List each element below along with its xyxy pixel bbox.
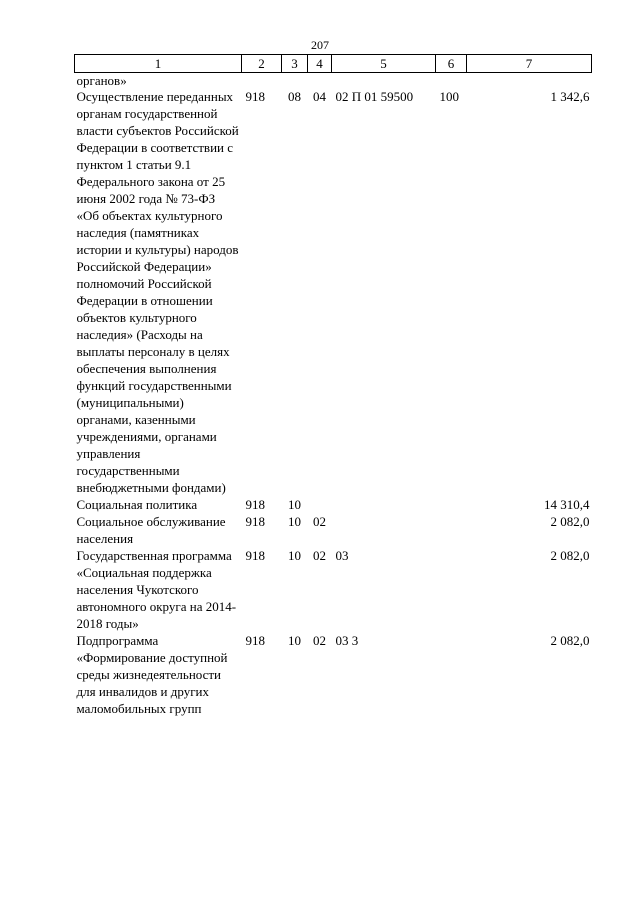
row-target — [332, 496, 436, 513]
table-row — [75, 513, 592, 547]
table-header-row — [75, 55, 592, 73]
row-code: 918 — [245, 548, 265, 563]
budget-table — [74, 54, 592, 717]
row-subsection: 02 — [313, 548, 326, 563]
row-code: 918 — [245, 497, 265, 512]
row-section: 10 — [288, 548, 301, 563]
row-target: 02 П 01 59500 — [335, 89, 414, 104]
row-code: 918 — [245, 514, 265, 529]
row-section: 10 — [288, 633, 301, 648]
row-name: Подпрограмма «Формирование доступной среды жизнедеятельности для инвалидов и других маломобильных групп — [76, 633, 228, 716]
header-col-3: 3 — [282, 55, 308, 73]
row-amount: 2 082,0 — [550, 514, 590, 529]
header-col-4: 4 — [308, 55, 332, 73]
table-row-continuation — [75, 73, 592, 89]
row-subsection: 02 — [313, 633, 326, 648]
header-col-6: 6 — [436, 55, 467, 73]
row-amount: 2 082,0 — [550, 548, 590, 563]
header-col-7: 7 — [467, 55, 592, 73]
row-subsection — [308, 496, 332, 513]
table-row — [75, 88, 592, 496]
row-section: 10 — [288, 514, 301, 529]
row-name: Осуществление переданных органам государственной власти субъектов Российской Федерации в соответствии с пунктом 1 статьи 9.1 Федерального закона от 25 июня 2002 года № 73-ФЗ «Об объектах культурного наследия (памятниках истории и культуры) народов Российской Федерации» полномочий Российской Федерации в отношении объектов культурного наследия» (Расходы на выплаты персоналу в целях обеспечения выполнения функций государственными (муниципальными) органами, казенными учреждениями, органами управления государственными внебюджетными фондами) — [76, 89, 239, 495]
row-subsection: 04 — [313, 89, 326, 104]
header-col-5: 5 — [332, 55, 436, 73]
header-col-1: 1 — [75, 55, 242, 73]
row-expense-type — [436, 496, 467, 513]
row-amount: 14 310,4 — [544, 497, 590, 512]
header-col-2: 2 — [242, 55, 282, 73]
row-amount: 1 342,6 — [550, 89, 590, 104]
table-row — [75, 547, 592, 632]
row-code: 918 — [245, 89, 265, 104]
row-expense-type: 100 — [439, 89, 459, 104]
row-expense-type — [436, 513, 467, 547]
row-name: Социальная политика — [76, 497, 198, 512]
row-expense-type — [436, 547, 467, 632]
table-row — [75, 632, 592, 717]
page-number: 207 — [311, 38, 329, 52]
row-target — [332, 513, 436, 547]
row-subsection: 02 — [313, 514, 326, 529]
row-section: 10 — [288, 497, 301, 512]
row-section: 08 — [288, 89, 301, 104]
row-amount: 2 082,0 — [550, 633, 590, 648]
table-row — [75, 496, 592, 513]
row-expense-type — [436, 632, 467, 717]
row-code: 918 — [245, 633, 265, 648]
row-target: 03 — [335, 548, 349, 563]
continuation-text: органов» — [76, 73, 127, 88]
row-name: Государственная программа «Социальная поддержка населения Чукотского автономного округа на 2014-2018 годы» — [76, 548, 237, 631]
row-name: Социальное обслуживание населения — [76, 514, 226, 546]
row-target: 03 3 — [335, 633, 359, 648]
